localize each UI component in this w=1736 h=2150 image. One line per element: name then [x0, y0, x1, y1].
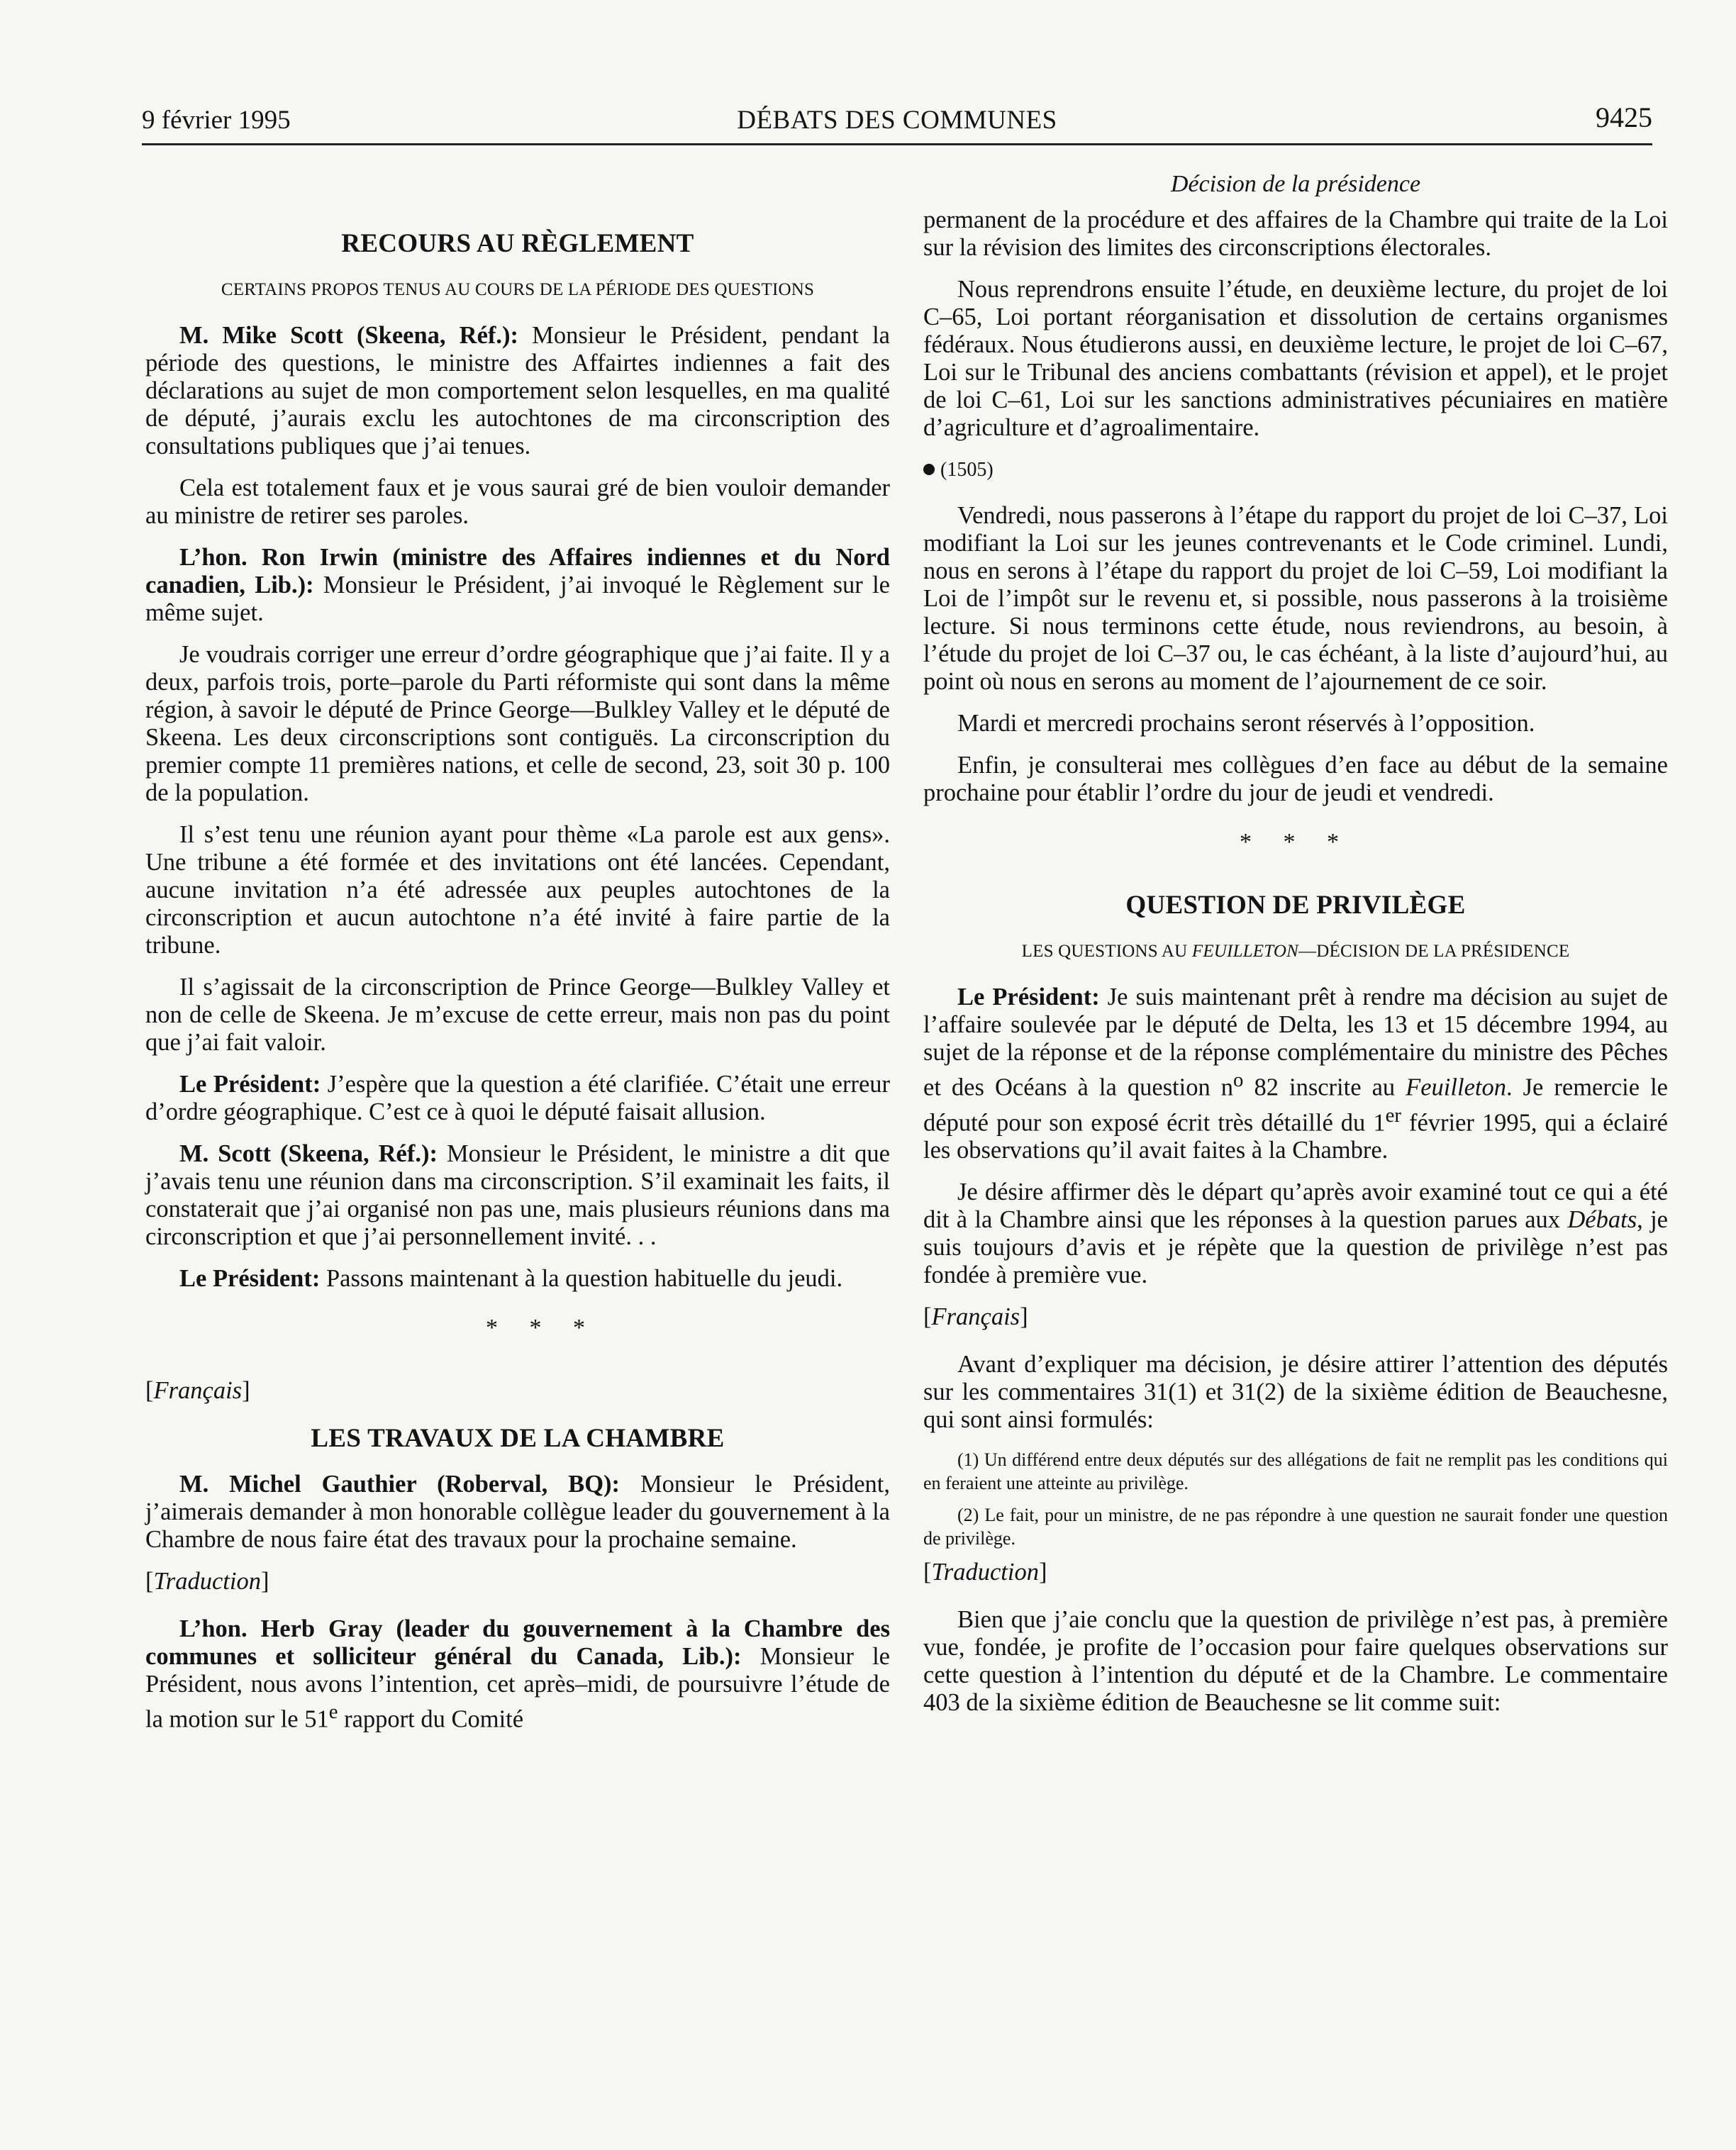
paragraph: Avant d’expliquer ma décision, je désire attirer l’attention des députés sur les commentaires 31(1) et 31(2) de la sixième édition de Beauchesne, qui sont ainsi formulés: — [923, 1351, 1668, 1433]
language-tag: [Français] — [923, 1303, 1028, 1330]
page-header — [142, 99, 1652, 142]
paragraph: L’hon. Herb Gray (leader du gouvernement à la Chambre des communes et solliciteur général du Canada, Lib.): Monsieur le Président, nous avons l’intention, cet après–midi, de poursuivre l’étude de la motion sur le 51e rapport du Comité — [145, 1615, 890, 1733]
paragraph: Le Président: Je suis maintenant prêt à rendre ma décision au sujet de l’affaire soulevée par le député de Delta, les 13 et 15 décembre 1994, au sujet de la réponse et de la réponse complémentaire du ministre des Pêches et des Océans à la question $n^o$ 82 inscrite au Feuilleton. Je remercie le député pour son exposé écrit très détaillé du 1er février 1995, qui a éclairé les observations qu’il avait faites à la Chambre. — [923, 984, 1668, 1164]
section-separator: * * * — [486, 1315, 598, 1341]
left-column — [145, 170, 890, 1748]
paragraph: Je voudrais corriger une erreur d’ordre géographique que j’ai faite. Il y a deux, parfois trois, porte–parole du Parti réformiste qui sont dans la même région, à savoir le député de Prince George—Bulkley Valley et le député de Skeena. Les deux circonscriptions sont contiguës. La circonscription du premier compte 11 premières nations, et celle de second, 23, soit 30 p. 100 de la population. — [145, 641, 890, 806]
page-number: 9425 — [1596, 101, 1652, 133]
header-rule — [142, 143, 1652, 145]
paragraph: L’hon. Ron Irwin (ministre des Affaires indiennes et du Nord canadien, Lib.): Monsieur le Président, j’ai invoqué le Règlement sur le même sujet. — [145, 544, 890, 626]
paragraph: M. Michel Gauthier (Roberval, BQ): Monsieur le Président, j’aimerais demander à mon honorable collègue leader du gouvernement à la Chambre de nous faire état des travaux pour la prochaine semaine. — [145, 1471, 890, 1553]
speaker-name: L’hon. Herb Gray (leader du gouvernement à la Chambre des communes et solliciteur général du Canada, Lib.): — [145, 1615, 890, 1670]
paragraph: M. Mike Scott (Skeena, Réf.): Monsieur le Président, pendant la période des questions, le ministre des Affairtes indiennes a fait des déclarations au sujet de mon comportement selon lesquelles, en ma qualité de député, j’aurais exclu les autochtones de ma circonscription des consultations publiques que j’ai tenues. — [145, 322, 890, 459]
speaker-name: L’hon. Ron Irwin (ministre des Affaires indiennes et du Nord canadien, Lib.): — [145, 544, 890, 598]
paragraph: Bien que j’aie conclu que la question de privilège n’est pas, à première vue, fondée, je profite de l’occasion pour faire quelques observations sur cette question à l’intention du député et de la Chambre. Le commentaire 403 de la sixième édition de Beauchesne se lit comme suit: — [923, 1606, 1668, 1716]
paragraph: Cela est totalement faux et je vous saurai gré de bien vouloir demander au ministre de retirer ses paroles. — [145, 474, 890, 529]
paragraph: Enfin, je consulterai mes collègues d’en face au début de la semaine prochaine pour établir l’ordre du jour de jeudi et vendredi. — [923, 752, 1668, 806]
running-head: Décision de la présidence — [1170, 171, 1421, 197]
section-heading: QUESTION DE PRIVILÈGE — [1125, 891, 1466, 920]
paragraph: Le Président: Passons maintenant à la question habituelle du jeudi. — [179, 1265, 843, 1292]
subsection-heading: LES QUESTIONS AU FEUILLETON—DÉCISION DE LA PRÉSIDENCE — [1021, 942, 1570, 961]
section-separator: * * * — [1240, 829, 1352, 855]
bullet-icon — [923, 464, 935, 475]
header-date: 9 février 1995 — [142, 106, 291, 135]
speaker-name: Le Président: — [179, 1265, 321, 1292]
speaker-name: M. Mike Scott (Skeena, Réf.): — [179, 322, 519, 349]
timestamp: (1505) — [923, 456, 1668, 484]
language-tag: [Traduction] — [145, 1568, 269, 1595]
section-heading: RECOURS AU RÈGLEMENT — [341, 229, 694, 258]
paragraph: Vendredi, nous passerons à l’étape du rapport du projet de loi C–37, Loi modifiant la Loi sur les jeunes contrevenants et le Code criminel. Lundi, nous en serons à l’étape du rapport du projet de loi C–59, Loi modifiant la Loi de l’impôt sur le revenu et, si possible, nous passerons à la troisième lecture. Si nous terminons cette étude, nous reviendrons, au besoin, à l’étude du projet de loi C–37 ou, le cas échéant, à la liste d’aujourd’hui, au point où nous en serons au moment de l’ajournement de ce soir. — [923, 502, 1668, 695]
paragraph: Il s’est tenu une réunion ayant pour thème «La parole est aux gens». Une tribune a été formée et des invitations ont été lancées. Cependant, aucune invitation n’a été adressée aux peuples autochtones de la circonscription et aucun autochtone n’a été invité à faire partie de la tribune. — [145, 821, 890, 959]
paragraph: Il s’agissait de la circonscription de Prince George—Bulkley Valley et non de celle de Skeena. Je m’excuse de cette erreur, mais non pas du point que j’ai fait valoir. — [145, 974, 890, 1056]
paragraph: Je désire affirmer dès le départ qu’après avoir examiné tout ce qui a été dit à la Chambre ainsi que les réponses à la question parues aux Débats, je suis toujours d’avis et je répète que la question de privilège n’est pas fondée à première vue. — [923, 1179, 1668, 1288]
paragraph: M. Scott (Skeena, Réf.): Monsieur le Président, le ministre a dit que j’avais tenu une réunion dans ma circonscription. S’il examinait les faits, il constaterait que j’ai organisé non pas une, mais plusieurs réunions dans ma circonscription et que j’ai personnellement invité. . . — [145, 1140, 890, 1250]
speaker-name: Le Président: — [179, 1071, 321, 1098]
citation: (2) Le fait, pour un ministre, de ne pas répondre à une question ne saurait fonder une question de privilège. — [923, 1505, 1668, 1549]
language-tag: [Français] — [145, 1377, 250, 1404]
paragraph: Mardi et mercredi prochains seront réservés à l’opposition. — [957, 710, 1535, 737]
paragraph: permanent de la procédure et des affaires de la Chambre qui traite de la Loi sur la révision des limites des circonscriptions électorales. — [923, 206, 1668, 261]
paragraph: Le Président: J’espère que la question a été clarifiée. C’était une erreur d’ordre géographique. C’est ce à quoi le député faisait allusion. — [145, 1071, 890, 1125]
subsection-heading: CERTAINS PROPOS TENUS AU COURS DE LA PÉRIODE DES QUESTIONS — [221, 280, 815, 299]
speaker-name: M. Scott (Skeena, Réf.): — [179, 1140, 438, 1167]
section-heading: LES TRAVAUX DE LA CHAMBRE — [311, 1424, 725, 1453]
language-tag: [Traduction] — [923, 1559, 1047, 1586]
right-column — [923, 170, 1668, 1731]
citation: (1) Un différend entre deux députés sur des allégations de fait ne remplit pas les conditions qui en feraient une atteinte au privilège. — [923, 1449, 1668, 1493]
speaker-name: Le Président: — [957, 984, 1100, 1010]
header-title: DÉBATS DES COMMUNES — [737, 106, 1057, 135]
paragraph: Nous reprendrons ensuite l’étude, en deuxième lecture, du projet de loi C–65, Loi portant réorganisation et dissolution de certains organismes fédéraux. Nous étudierons aussi, en deuxième lecture, le projet de loi C–67, Loi sur le Tribunal des anciens combattants (révision et appel), et le projet de loi C–61, Loi sur les sanctions administratives pécuniaires en matière d’agriculture et d’agroalimentaire. — [923, 276, 1668, 441]
speaker-name: M. Michel Gauthier (Roberval, BQ): — [179, 1471, 621, 1498]
